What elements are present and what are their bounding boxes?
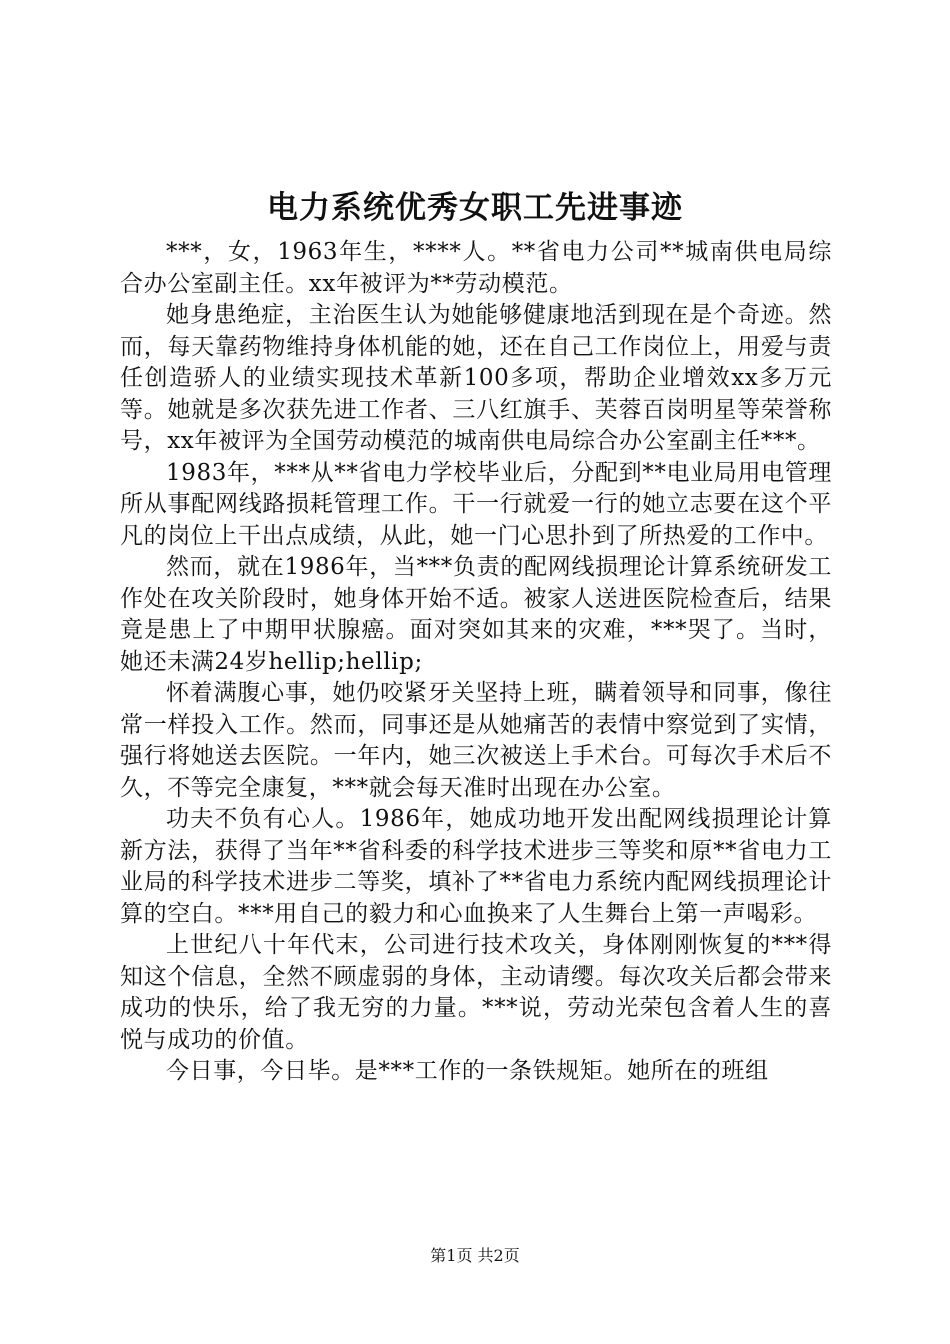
- paragraph: 1983年，***从**省电力学校毕业后，分配到**电业局用电管理所从事配网线路损耗管理工作。干一行就爱一行的她立志要在这个平凡的岗位上干出点成绩，从此，她一门心思扑到了所热爱的工作中。: [120, 459, 832, 549]
- paragraph: 怀着满腹心事，她仍咬紧牙关坚持上班，瞒着领导和同事，像往常一样投入工作。然而，同事还是从她痛苦的表情中察觉到了实情，强行将她送去医院。一年内，她三次被送上手术台。可每次手术后不久，不等完全康复，***就会每天准时出现在办公室。: [120, 680, 832, 801]
- paragraph: 功夫不负有心人。1986年，她成功地开发出配网线损理论计算新方法，获得了当年**省科委的科学技术进步三等奖和原**省电力工业局的科学技术进步二等奖，填补了**省电力系统内配网线损理论计算的空白。***用自己的毅力和心血换来了人生舞台上第一声喝彩。: [120, 806, 832, 927]
- paragraph: 今日事，今日毕。是***工作的一条铁规矩。她所在的班组: [166, 1058, 769, 1084]
- paragraph: 上世纪八十年代末，公司进行技术攻关，身体刚刚恢复的***得知这个信息，全然不顾虚弱的身体，主动请缨。每次攻关后都会带来成功的快乐，给了我无穷的力量。***说，劳动光荣包含着人生的喜悦与成功的价值。: [120, 932, 832, 1053]
- paragraph: ***，女，1963年生，****人。**省电力公司**城南供电局综合办公室副主任。xx年被评为**劳动模范。: [120, 239, 832, 297]
- document-body: [120, 237, 832, 1088]
- page-footer: 第1页 共2页: [430, 1246, 520, 1265]
- paragraph: 她身患绝症，主治医生认为她能够健康地活到现在是个奇迹。然而，每天靠药物维持身体机能的她，还在自己工作岗位上，用爱与责任创造骄人的业绩实现技术革新100多项，帮助企业增效xx多万元等。她就是多次获先进工作者、三八红旗手、芙蓉百岗明星等荣誉称号，xx年被评为全国劳动模范的城南供电局综合办公室副主任***。: [120, 302, 832, 454]
- document-title: 电力系统优秀女职工先进事迹: [267, 190, 683, 226]
- paragraph: 然而，就在1986年，当***负责的配网线损理论计算系统研发工作处在攻关阶段时，她身体开始不适。被家人送进医院检查后，结果竟是患上了中期甲状腺癌。面对突如其来的灾难，***哭了。当时，她还未满24岁hellip;hellip;: [120, 554, 832, 675]
